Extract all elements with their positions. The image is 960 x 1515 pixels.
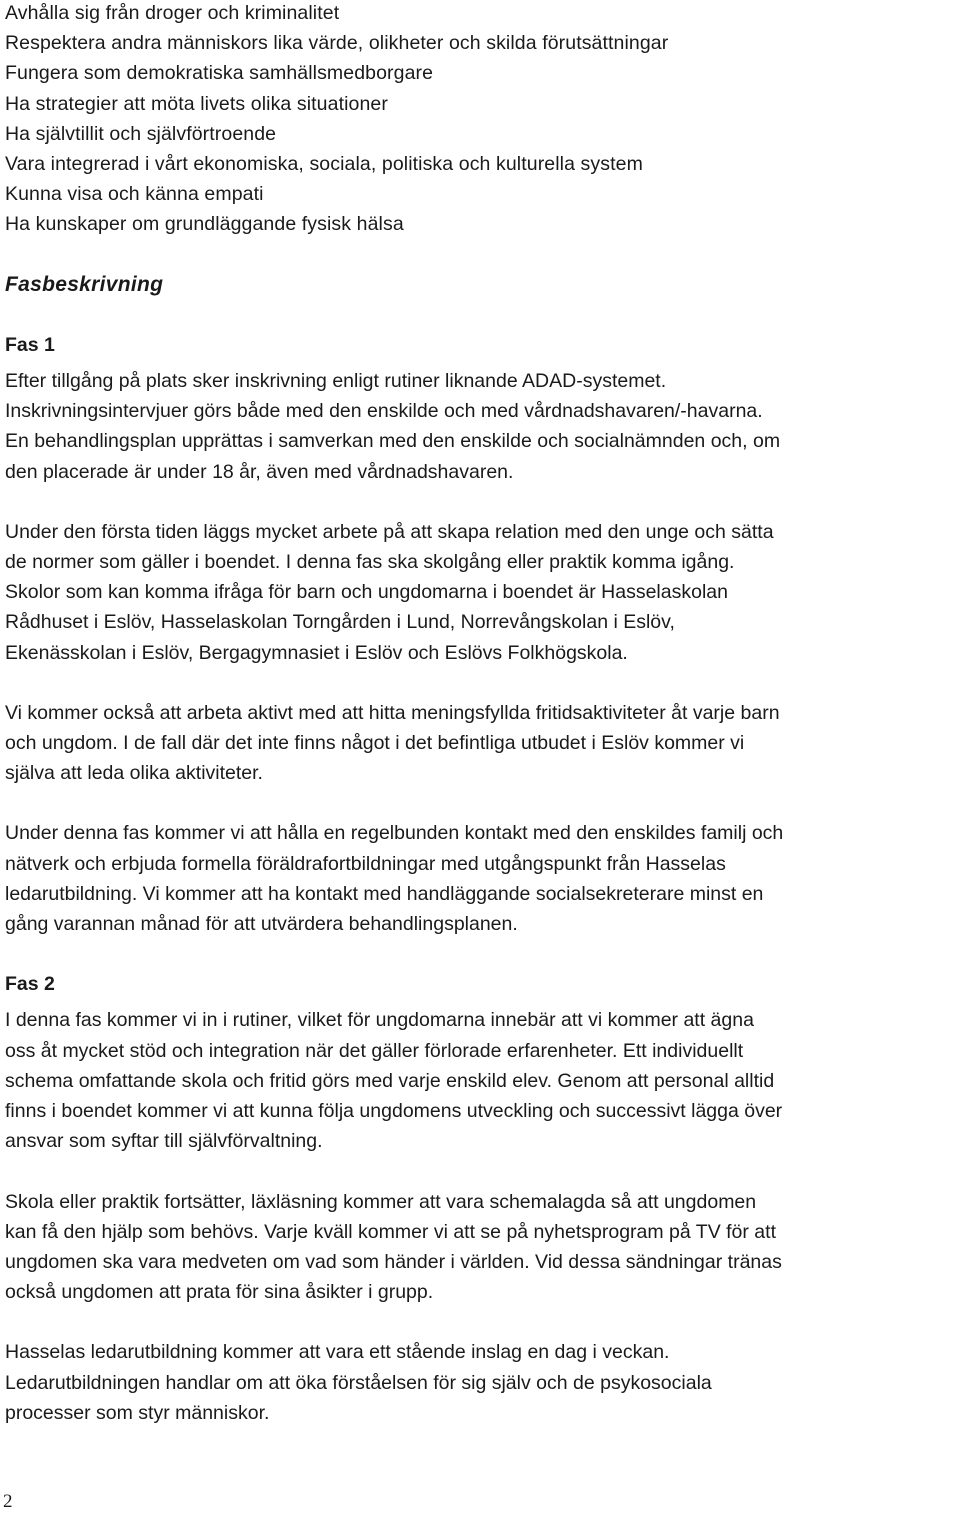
- text-line: nätverk och erbjuda formella föräldrafortbildningar med utgångspunkt från Hasselas: [5, 852, 726, 875]
- text-line: ungdomen ska vara medveten om vad som händer i världen. Vid dessa sändningar tränas: [5, 1250, 782, 1273]
- goal-item: Kunna visa och känna empati: [5, 183, 264, 206]
- text-line: de normer som gäller i boendet. I denna fas ska skolgång eller praktik komma igång.: [5, 551, 735, 574]
- text-line: Efter tillgång på plats sker inskrivning enligt rutiner liknande ADAD-systemet.: [5, 370, 667, 393]
- document-page: [5, 0, 957, 1428]
- fas1-paragraph-3: [5, 698, 957, 789]
- text-line: också ungdomen att prata för sina åsikter i grupp.: [5, 1281, 434, 1304]
- goal-item: Ha kunskaper om grundläggande fysisk hälsa: [5, 213, 404, 236]
- text-line: själva att leda olika aktiviteter.: [5, 762, 263, 785]
- text-line: ansvar som syftar till självförvaltning.: [5, 1130, 323, 1153]
- fas2-paragraph-1: [5, 1005, 957, 1156]
- fas2-paragraph-3: [5, 1337, 957, 1428]
- text-line: I denna fas kommer vi in i rutiner, vilket för ungdomarna innebär att vi kommer att ägna: [5, 1009, 754, 1032]
- fas2-heading: Fas 2: [5, 973, 55, 996]
- text-line: kan få den hjälp som behövs. Varje kväll kommer vi att se på nyhetsprogram på TV för att: [5, 1220, 776, 1243]
- fas1-paragraph-1: [5, 366, 957, 487]
- goal-item: Respektera andra människors lika värde, olikheter och skilda förutsättningar: [5, 32, 669, 55]
- fas2-paragraph-2: [5, 1187, 957, 1308]
- fas1-paragraph-2: [5, 517, 957, 668]
- text-line: ledarutbildning. Vi kommer att ha kontakt med handläggande socialsekreterare minst en: [5, 882, 764, 905]
- goal-item: Vara integrerad i vårt ekonomiska, sociala, politiska och kulturella system: [5, 153, 643, 176]
- text-line: finns i boendet kommer vi att kunna följa ungdomens utveckling och successivt lägga över: [5, 1100, 783, 1123]
- text-line: och ungdom. I de fall där det inte finns något i det befintliga utbudet i Eslöv kommer vi: [5, 732, 745, 755]
- text-line: Under denna fas kommer vi att hålla en regelbunden kontakt med den enskildes familj och: [5, 822, 784, 845]
- goal-item: Fungera som demokratiska samhällsmedborgare: [5, 62, 434, 85]
- fas1-paragraph-4: [5, 818, 957, 939]
- text-line: Under den första tiden läggs mycket arbete på att skapa relation med den unge och sätta: [5, 520, 774, 543]
- text-line: oss åt mycket stöd och integration när det gäller förlorade erfarenheter. Ett individuellt: [5, 1039, 744, 1062]
- text-line: Rådhuset i Eslöv, Hasselaskolan Torngården i Lund, Norrevångskolan i Eslöv,: [5, 611, 675, 634]
- fas1-heading: Fas 1: [5, 333, 55, 356]
- goal-item: Avhålla sig från droger och kriminalitet: [5, 2, 340, 24]
- text-line: Ledarutbildningen handlar om att öka förståelsen för sig själv och de psykosociala: [5, 1371, 712, 1394]
- text-line: schema omfattande skola och fritid görs med varje enskild elev. Genom att personal alltid: [5, 1069, 775, 1092]
- goal-item: Ha självtillit och självförtroende: [5, 122, 277, 145]
- page-number: 2: [3, 1491, 13, 1512]
- section-heading: Fasbeskrivning: [5, 272, 164, 296]
- goals-list: [5, 0, 957, 240]
- text-line: Skola eller praktik fortsätter, läxläsning kommer att vara schemalagda så att ungdomen: [5, 1190, 757, 1213]
- text-line: Hasselas ledarutbildning kommer att vara ett stående inslag en dag i veckan.: [5, 1341, 670, 1364]
- text-line: den placerade är under 18 år, även med vårdnadshavaren.: [5, 460, 514, 483]
- text-line: En behandlingsplan upprättas i samverkan med den enskilde och socialnämnden och, om: [5, 430, 781, 453]
- text-line: processer som styr människor.: [5, 1401, 270, 1424]
- text-line: Vi kommer också att arbeta aktivt med att hitta meningsfyllda fritidsaktiviteter åt varje barn: [5, 701, 780, 724]
- text-line: Skolor som kan komma ifråga för barn och ungdomarna i boendet är Hasselaskolan: [5, 581, 728, 604]
- text-line: Inskrivningsintervjuer görs både med den enskilde och med vårdnadshavaren/-havarna.: [5, 400, 763, 423]
- text-line: gång varannan månad för att utvärdera behandlingsplanen.: [5, 913, 518, 936]
- text-line: Ekenässkolan i Eslöv, Bergagymnasiet i Eslöv och Eslövs Folkhögskola.: [5, 641, 628, 664]
- goal-item: Ha strategier att möta livets olika situationer: [5, 92, 388, 115]
